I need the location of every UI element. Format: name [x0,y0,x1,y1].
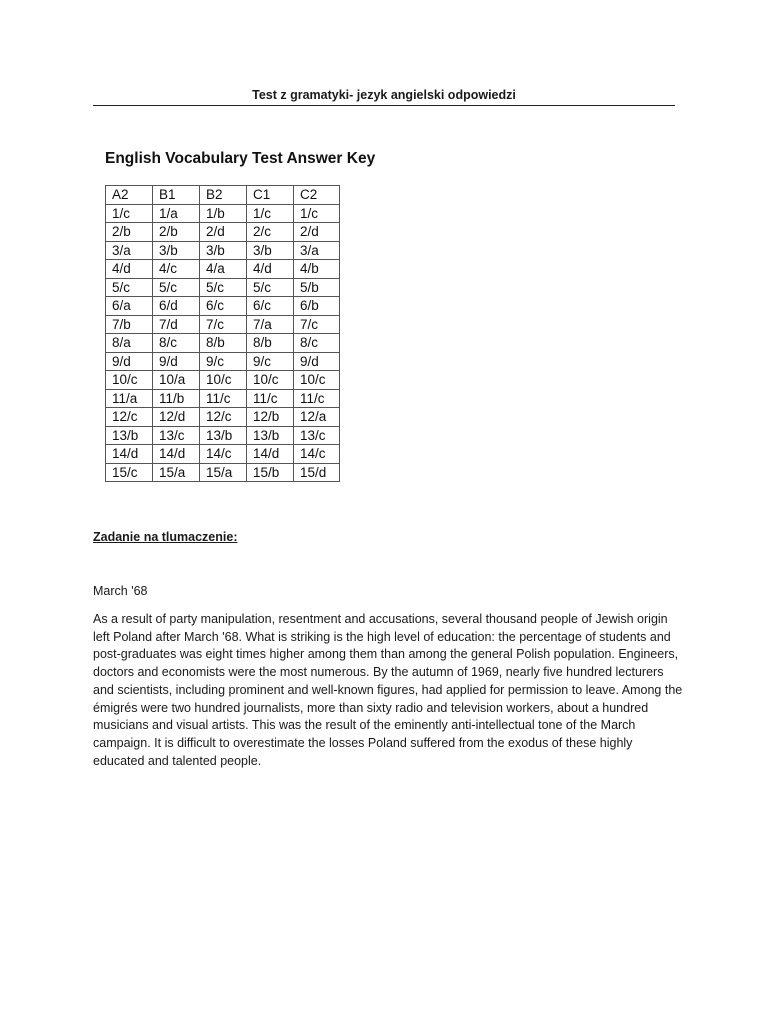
table-row [106,278,340,297]
table-cell: 1/b [200,204,247,223]
table-cell: 13/b [247,426,294,445]
table-cell: 5/c [106,278,153,297]
table-cell: 6/b [294,297,340,316]
table-cell: 10/c [247,371,294,390]
table-cell: 10/c [200,371,247,390]
table-cell: 3/b [200,241,247,260]
table-row [106,371,340,390]
table-cell: 10/c [106,371,153,390]
table-cell: 4/a [200,260,247,279]
table-cell: 2/b [153,223,200,242]
answer-key-table [105,185,340,482]
table-cell: 12/d [153,408,200,427]
table-row [106,204,340,223]
table-cell: 14/c [294,445,340,464]
table-cell: 9/d [294,352,340,371]
table-row [106,463,340,482]
table-cell: 6/c [200,297,247,316]
table-cell: 5/b [294,278,340,297]
table-cell: 2/b [106,223,153,242]
table-cell: 4/d [247,260,294,279]
article-title: March '68 [93,584,148,598]
table-cell: 8/b [200,334,247,353]
table-header-row [106,186,340,205]
table-cell: 8/c [294,334,340,353]
table-row [106,408,340,427]
table-cell: 3/b [247,241,294,260]
table-cell: 1/c [106,204,153,223]
table-row [106,426,340,445]
column-header: C1 [247,186,294,205]
table-cell: 15/a [200,463,247,482]
table-cell: 4/b [294,260,340,279]
table-cell: 13/b [106,426,153,445]
table-cell: 11/b [153,389,200,408]
table-cell: 5/c [153,278,200,297]
table-cell: 11/c [294,389,340,408]
table-cell: 5/c [200,278,247,297]
table-cell: 1/c [247,204,294,223]
table-cell: 6/c [247,297,294,316]
column-header: B1 [153,186,200,205]
article-body: As a result of party manipulation, resentment and accusations, several thousand people of Jewish origin left Poland after March '68. What is striking is the high level of education: the percentage of students and post-graduates was eight times higher among them than among the general Polish population. Engineers, doctors and economists were the most numerous. By the autumn of 1969, nearly five hundred lecturers and scientists, including prominent and well-known figures, had applied for permission to leave. Among the émigrés were two hundred journalists, more than sixty radio and television workers, about a hundred musicians and visual artists. This was the result of the eminently anti-intellectual tone of the March campaign. It is difficult to overestimate the losses Poland suffered from the exodus of these highly educated and talented people. [93,612,683,768]
table-cell: 7/c [294,315,340,334]
table-cell: 8/c [153,334,200,353]
table-cell: 14/c [200,445,247,464]
table-cell: 15/c [106,463,153,482]
table-cell: 7/c [200,315,247,334]
table-cell: 11/c [200,389,247,408]
table-cell: 14/d [247,445,294,464]
table-cell: 8/a [106,334,153,353]
table-cell: 12/b [247,408,294,427]
table-cell: 3/a [106,241,153,260]
table-cell: 1/a [153,204,200,223]
table-cell: 3/b [153,241,200,260]
table-cell: 2/d [294,223,340,242]
table-row [106,223,340,242]
table-cell: 7/a [247,315,294,334]
task-heading: Zadanie na tlumaczenie: [93,530,238,544]
table-cell: 7/b [106,315,153,334]
page-header-title: Test z gramatyki- jezyk angielski odpowiedzi [252,88,516,102]
column-header: B2 [200,186,247,205]
table-row [106,445,340,464]
column-header: C2 [294,186,340,205]
table-cell: 11/a [106,389,153,408]
table-cell: 9/d [153,352,200,371]
table-cell: 12/a [294,408,340,427]
table-row [106,260,340,279]
table-cell: 8/b [247,334,294,353]
table-cell: 4/c [153,260,200,279]
table-cell: 14/d [153,445,200,464]
table-row [106,352,340,371]
table-cell: 2/d [200,223,247,242]
table-cell: 14/d [106,445,153,464]
table-cell: 12/c [200,408,247,427]
table-row [106,241,340,260]
table-cell: 2/c [247,223,294,242]
table-row [106,297,340,316]
page-header [93,87,675,106]
table-cell: 15/d [294,463,340,482]
table-cell: 1/c [294,204,340,223]
table-cell: 15/a [153,463,200,482]
table-cell: 15/b [247,463,294,482]
table-cell: 5/c [247,278,294,297]
column-header: A2 [106,186,153,205]
table-cell: 13/c [294,426,340,445]
table-row [106,315,340,334]
table-cell: 13/c [153,426,200,445]
table-cell: 6/d [153,297,200,316]
table-cell: 7/d [153,315,200,334]
table-row [106,334,340,353]
table-cell: 10/a [153,371,200,390]
table-cell: 11/c [247,389,294,408]
table-row [106,389,340,408]
answer-rows [106,204,340,482]
table-cell: 10/c [294,371,340,390]
table-cell: 12/c [106,408,153,427]
table-cell: 4/d [106,260,153,279]
table-cell: 6/a [106,297,153,316]
table-cell: 9/c [247,352,294,371]
table-cell: 9/c [200,352,247,371]
table-cell: 9/d [106,352,153,371]
answer-key-title: English Vocabulary Test Answer Key [105,150,376,167]
table-cell: 3/a [294,241,340,260]
table-cell: 13/b [200,426,247,445]
